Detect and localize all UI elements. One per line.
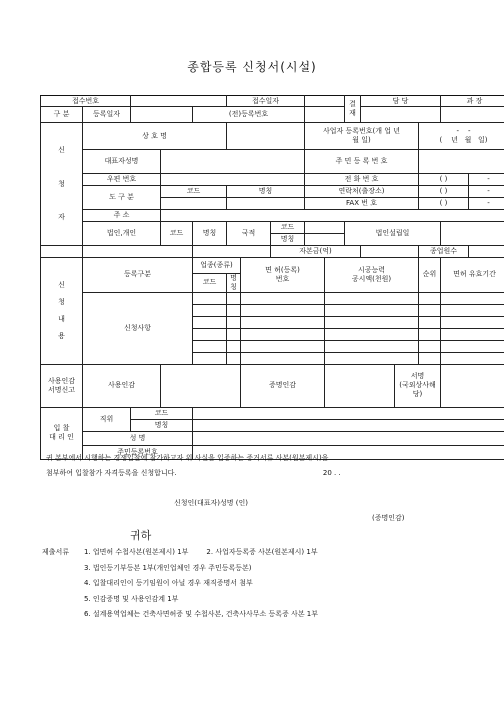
nationality-name-value[interactable]: [305, 234, 345, 246]
industry-name-label: 명칭: [227, 274, 241, 293]
rep-name-label: 대표자성명: [83, 150, 161, 174]
license-period-label: 면허 유효기간: [441, 258, 504, 293]
resident-no-value[interactable]: [419, 150, 504, 174]
position-label: 직위: [83, 407, 131, 431]
declaration: [46, 451, 466, 481]
biz-reg-no-value[interactable]: - - ( 년 월 일): [419, 123, 504, 150]
item-period-5[interactable]: [441, 340, 504, 352]
item-capacity-1[interactable]: [325, 292, 419, 304]
province-label: 도 구 분: [83, 186, 161, 210]
item-rank-2[interactable]: [419, 304, 441, 316]
province-name-label: 명칭: [227, 186, 305, 198]
chief-sign-box[interactable]: [441, 107, 504, 123]
capital-label: 자본금(억): [271, 246, 361, 258]
item-name-5[interactable]: [227, 340, 241, 352]
item-capacity-6[interactable]: [325, 352, 419, 364]
item-license-1[interactable]: [241, 292, 325, 304]
corp-est-date-value[interactable]: [441, 222, 504, 246]
receipt-date-label: 접수일자: [227, 96, 305, 107]
rank-label: 순위: [419, 258, 441, 293]
applicant-signature[interactable]: 신청인(대표자)성명 (인): [174, 499, 249, 507]
receipt-no-label: 접수번호: [41, 96, 131, 107]
corp-code-value[interactable]: [83, 246, 193, 258]
item-capacity-5[interactable]: [325, 340, 419, 352]
category-label: 구 분: [41, 107, 83, 123]
item-period-4[interactable]: [441, 328, 504, 340]
item-rank-6[interactable]: [419, 352, 441, 364]
item-name-6[interactable]: [227, 352, 241, 364]
agent-code-value[interactable]: [193, 407, 504, 419]
item-name-4[interactable]: [227, 328, 241, 340]
documents-label: 제출서류: [42, 548, 70, 556]
document-item: 1. 업면허 수첩사본(원본제시) 1부: [84, 548, 189, 556]
province-code-value[interactable]: [161, 198, 227, 210]
corp-spacer: [41, 246, 83, 258]
seal-side-label: 사용인감 서명신고: [41, 364, 83, 407]
fax-area[interactable]: ( ): [419, 198, 469, 210]
cert-seal-label: 증명인감: [241, 364, 325, 407]
used-seal-box[interactable]: [161, 364, 241, 407]
receipt-date-value[interactable]: [305, 96, 345, 107]
document-row-4: [42, 592, 318, 608]
capacity-label: 시공능력 공시액(천원): [325, 258, 419, 293]
item-capacity-2[interactable]: [325, 304, 419, 316]
phone-number[interactable]: -: [469, 174, 504, 186]
employees-label: 종업원수: [419, 246, 469, 258]
nationality-code-label: 코드: [271, 222, 305, 234]
agent-side-label: 입 찰 대 리 인: [41, 407, 83, 459]
biz-reg-no-label: 사업자 등록번호(개 업 년 월 일): [305, 123, 419, 150]
prev-reg-no-label: (전)등록번호: [193, 107, 305, 123]
item-license-6[interactable]: [241, 352, 325, 364]
phone-area[interactable]: ( ): [419, 174, 469, 186]
item-period-1[interactable]: [441, 292, 504, 304]
declaration-line-2: 첨부하여 입찰참가 자격등록을 신청합니다. 20 . .: [46, 469, 341, 477]
item-code-6[interactable]: [193, 352, 227, 364]
cert-seal-box[interactable]: [325, 364, 395, 407]
agent-resident-no-label: 주민등록번호: [83, 445, 193, 459]
document-row-2: [42, 561, 318, 577]
manager-label: 담 당: [361, 96, 441, 107]
item-license-4[interactable]: [241, 328, 325, 340]
manager-sign-box[interactable]: [361, 107, 441, 123]
applicant-side-label: 신 청 자: [41, 123, 83, 246]
address-value[interactable]: [161, 210, 504, 222]
declaration-line-1: 귀 본부에서 시행하는 경쟁입찰에 참가하고자 위 사실을 입증하는 증거서류 사본(원본제시)을: [46, 454, 329, 462]
document-item: 6. 설계용역업체는 건축사면허증 및 수첩사본, 건축사사무소 등록증 사본 1부: [84, 610, 319, 618]
capital-value[interactable]: [361, 246, 419, 258]
document-row-5: [42, 607, 318, 623]
nationality-code-value[interactable]: [305, 222, 345, 234]
corp-est-date-label: 법인설립일: [345, 222, 441, 246]
item-capacity-4[interactable]: [325, 328, 419, 340]
approval-label: 결 재: [345, 96, 361, 123]
province-name-value[interactable]: [227, 198, 305, 210]
item-code-5[interactable]: [193, 340, 227, 352]
recipient: 귀하: [130, 529, 152, 542]
item-capacity-3[interactable]: [325, 316, 419, 328]
nationality-name-label: 명칭: [271, 234, 305, 246]
items-label: 신청사항: [83, 292, 193, 364]
industry-label: 업종(종류): [193, 258, 241, 274]
submission-documents: [42, 545, 318, 623]
fax-label: FAX 번 호: [305, 198, 419, 210]
item-name-2[interactable]: [227, 304, 241, 316]
agent-person-label: 성 명: [83, 431, 193, 445]
nationality-label: 국적: [227, 222, 271, 246]
reg-category-label: 등록구분: [83, 258, 193, 293]
address-label: 주 소: [83, 210, 161, 222]
declaration-date[interactable]: 20 . .: [322, 469, 341, 477]
chief-label: 과 장: [441, 96, 504, 107]
item-rank-3[interactable]: [419, 316, 441, 328]
item-rank-4[interactable]: [419, 328, 441, 340]
signature-label: 서명 (국외상사해 당): [395, 364, 441, 407]
item-period-3[interactable]: [441, 316, 504, 328]
item-code-1[interactable]: [193, 292, 227, 304]
employees-value[interactable]: [469, 246, 504, 258]
reg-date-value[interactable]: [131, 107, 193, 123]
company-name-label: 상 호 명: [83, 123, 227, 150]
document-item: 2. 사업자등록증 사본(원본제시) 1부: [206, 548, 318, 556]
prev-reg-no-value[interactable]: [305, 107, 345, 123]
item-period-6[interactable]: [441, 352, 504, 364]
document-row-3: [42, 576, 318, 592]
fax-number[interactable]: -: [469, 198, 504, 210]
document-item: 4. 입찰대리인이 등기임원이 아닐 경우 재직증명서 첨부: [84, 579, 253, 587]
agent-name-value[interactable]: [193, 419, 504, 431]
application-side-label: 신 청 내 용: [41, 258, 83, 365]
agent-code-label: 코드: [131, 407, 193, 419]
document-row-1: [42, 545, 318, 561]
item-license-3[interactable]: [241, 316, 325, 328]
item-name-1[interactable]: [227, 292, 241, 304]
item-rank-5[interactable]: [419, 340, 441, 352]
item-code-2[interactable]: [193, 304, 227, 316]
contact-area[interactable]: ( ): [419, 186, 469, 198]
contact-label: 연락처(출장소): [305, 186, 419, 198]
item-code-4[interactable]: [193, 328, 227, 340]
signature-box[interactable]: [441, 364, 504, 407]
item-code-3[interactable]: [193, 316, 227, 328]
resident-no-label: 주 민 등 록 번 호: [305, 150, 419, 174]
license-no-label: 면 허(등록) 번호: [241, 258, 325, 293]
receipt-no-value[interactable]: [131, 96, 227, 107]
corp-name-label: 명칭: [193, 222, 227, 246]
registration-form: [40, 95, 504, 460]
document-item: 3. 법인등기부등본 1부(개인업체인 경우 주민등록등본): [84, 563, 252, 572]
contact-number[interactable]: -: [469, 186, 504, 198]
industry-code-label: 코드: [193, 274, 227, 293]
corp-name-value[interactable]: [193, 246, 271, 258]
document-item: 5. 인감증명 및 사용인감계 1부: [84, 594, 179, 603]
rep-name-value[interactable]: [161, 150, 305, 174]
zip-value[interactable]: [161, 174, 305, 186]
item-name-3[interactable]: [227, 316, 241, 328]
agent-name-label: 명칭: [131, 419, 193, 431]
corp-code-label: 코드: [161, 222, 193, 246]
agent-person-value[interactable]: [193, 431, 504, 445]
province-code-label: 코드: [161, 186, 227, 198]
zip-label: 우편 번호: [83, 174, 161, 186]
company-name-value[interactable]: [227, 123, 305, 150]
item-license-5[interactable]: [241, 340, 325, 352]
phone-label: 전 화 번 호: [305, 174, 419, 186]
reg-date-label: 등록일자: [83, 107, 131, 123]
item-rank-1[interactable]: [419, 292, 441, 304]
item-period-2[interactable]: [441, 304, 504, 316]
page-title: 종합등록 신청서(시설): [187, 60, 317, 74]
item-license-2[interactable]: [241, 304, 325, 316]
certified-seal-note: (증명인감): [372, 514, 405, 522]
corp-individual-label: 법인,개인: [83, 222, 161, 246]
used-seal-label: 사용인감: [83, 364, 161, 407]
